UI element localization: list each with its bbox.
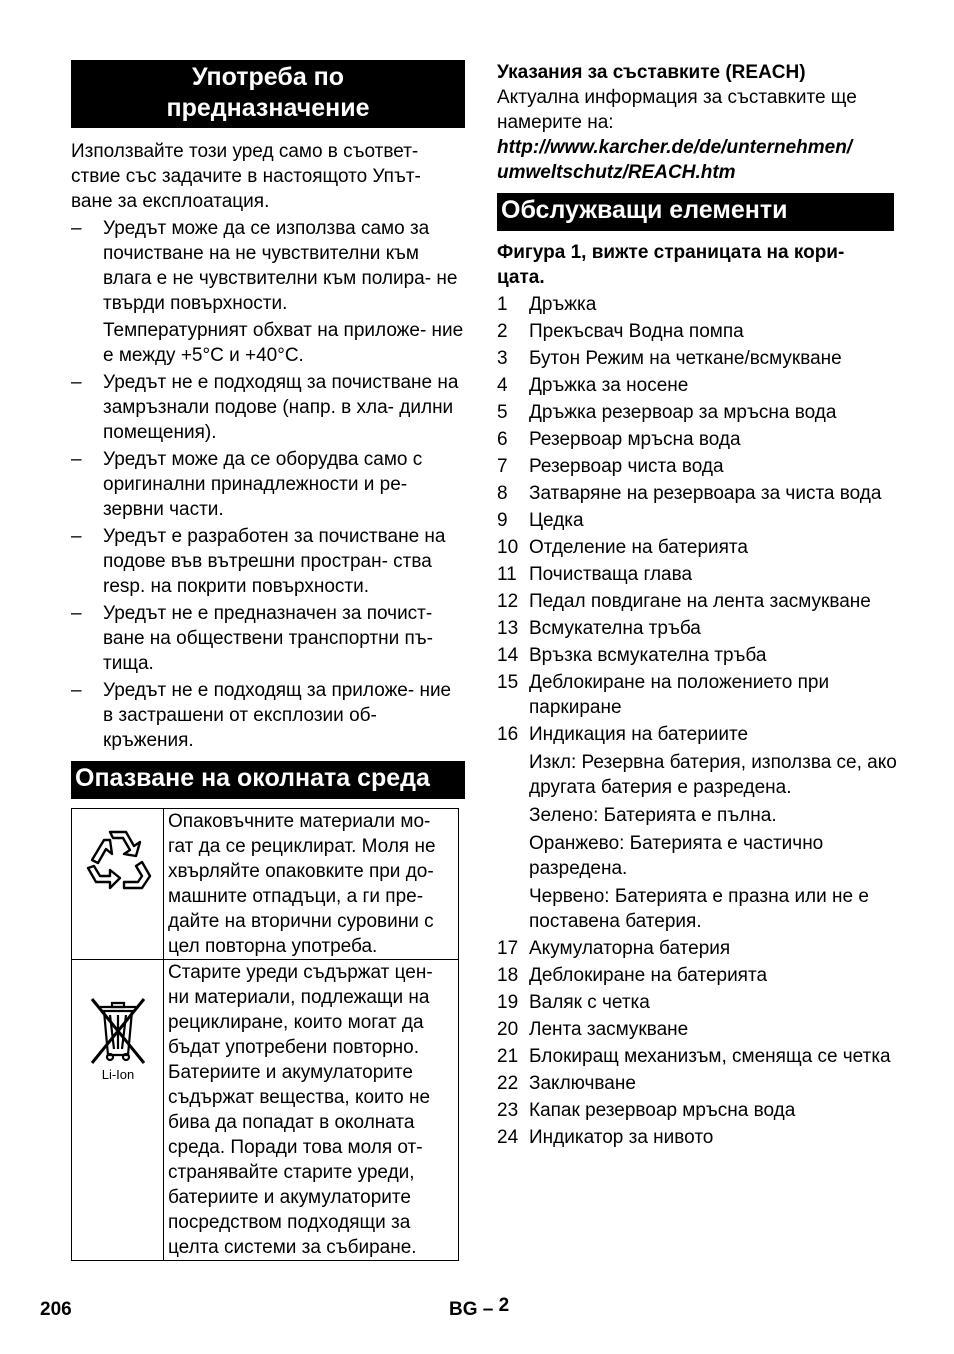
recycling-icon <box>80 822 156 902</box>
list-item-text: Уредът е разработен за почистване на подове във вътрешни простран- ства resp. на покрити повърхности. <box>103 526 446 597</box>
item-number: 19 <box>497 992 519 1013</box>
item-number: 5 <box>497 402 508 423</box>
controls-list-item <box>497 454 897 479</box>
item-number: 17 <box>497 938 519 959</box>
item-number: 4 <box>497 375 508 396</box>
item-number: 3 <box>497 348 508 369</box>
crossed-bin-icon <box>80 993 156 1083</box>
list-item <box>71 678 465 753</box>
right-column <box>497 60 897 1150</box>
item-number: 21 <box>497 1046 519 1067</box>
item-label: Връзка всмукателна тръба <box>529 645 767 666</box>
item-label: Резервоар чиста вода <box>529 456 724 477</box>
page-number: 206 <box>40 1299 72 1320</box>
controls-list-item <box>497 1071 897 1096</box>
controls-list-item <box>497 427 897 452</box>
controls-list-item <box>497 400 897 425</box>
item-sub-note: Зелено: Батерията е пълна. <box>529 805 777 826</box>
list-item-text: Уредът може да се оборудва само с оригинални принадлежности и ре- зервни части. <box>103 449 423 520</box>
item-sub-note: Изкл: Резервна батерия, използва се, ако другата батерия е разредена. <box>529 752 897 798</box>
item-label: Лента засмукване <box>529 1019 689 1040</box>
item-label: Прекъсвач Водна помпа <box>529 321 744 342</box>
item-number: 8 <box>497 483 508 504</box>
item-number: 6 <box>497 429 508 450</box>
item-label: Всмукателна тръба <box>529 618 701 639</box>
item-label: Блокиращ механизъм, сменяща се четка <box>529 1046 891 1067</box>
item-label: Цедка <box>529 510 584 531</box>
item-number: 10 <box>497 537 519 558</box>
table-row <box>72 809 459 960</box>
list-dash: – <box>71 449 82 470</box>
item-number: 23 <box>497 1100 519 1121</box>
reach-text: Актуална информация за съставките ще намерите на: <box>497 87 857 133</box>
list-item-extra: Температурният обхват на приложе- ние е между +5°C и +40°C. <box>103 320 464 366</box>
controls-list-item <box>497 346 897 371</box>
controls-list-item <box>497 936 897 961</box>
item-label: Педал повдигане на лента засмукване <box>529 591 871 612</box>
intended-use-heading-line2: предназначение <box>166 94 370 122</box>
controls-list-item <box>497 292 897 317</box>
item-label: Бутон Режим на четкане/всмукване <box>529 348 842 369</box>
figure-reference: Фигура 1, вижте страницата на кори- цата. <box>497 242 845 288</box>
list-item <box>71 447 465 522</box>
item-number: 24 <box>497 1127 519 1148</box>
section-marker <box>449 1297 509 1322</box>
item-label: Индикатор за нивото <box>529 1127 714 1148</box>
list-item-text: Уредът не е предназначен за почист- ване на обществени транспортни пъ- тища. <box>103 603 434 674</box>
left-column <box>71 60 465 1261</box>
item-number: 1 <box>497 294 508 315</box>
controls-list <box>497 292 897 1150</box>
item-label: Затваряне на резервоара за чиста вода <box>529 483 882 504</box>
list-dash: – <box>71 680 82 701</box>
item-label: Почистваща глава <box>529 564 693 585</box>
controls-list-item <box>497 508 897 533</box>
item-number: 14 <box>497 645 519 666</box>
item-number: 11 <box>497 564 517 585</box>
item-number: 9 <box>497 510 508 531</box>
item-label: Отделение на батерията <box>529 537 748 558</box>
item-number: 15 <box>497 672 519 693</box>
environment-table <box>71 808 459 1261</box>
item-label: Резервоар мръсна вода <box>529 429 741 450</box>
controls-list-item <box>497 643 897 668</box>
controls-list-item <box>497 589 897 614</box>
list-dash: – <box>71 372 82 393</box>
reach-link[interactable]: http://www.karcher.de/de/unternehmen/ umweltschutz/REACH.htm <box>497 137 853 183</box>
intended-use-heading <box>71 60 465 128</box>
recycling-text: Опаковъчните материали мо- гат да се рециклират. Моля не хвърляйте опаковките при до- машните отпадъци, а ги пре- дайте на вторични суровини с цел повторна употреба. <box>164 809 459 960</box>
item-label: Дръжка резервоар за мръсна вода <box>529 402 837 423</box>
item-number: 2 <box>497 321 508 342</box>
intended-use-intro: Използвайте този уред само в съответ- ствие със задачите в настоящото Упът- ване за експлоатация. <box>71 141 421 212</box>
controls-heading: Обслужващи елементи <box>497 193 894 231</box>
section-number: 2 <box>498 1295 510 1316</box>
item-sub-note: Червено: Батерията е празна или не е поставена батерия. <box>529 886 869 932</box>
item-label: Дръжка <box>529 294 597 315</box>
old-devices-text: Старите уреди съдържат цен- ни материали, подлежащи на рециклиране, които могат да бъдат употребени повторно. Батериите и акумулаторите съдържат вещества, които не бива да попадат в околната среда. Поради това моля от- странявайте старите уреди, батериите и акумулаторите посредством подходящи за целта системи за събиране. <box>164 960 459 1261</box>
item-number: 12 <box>497 591 519 612</box>
controls-list-item <box>497 1017 897 1042</box>
intended-use-list <box>71 216 465 753</box>
intended-use-heading-line1: Употреба по <box>191 63 345 91</box>
item-label: Деблокиране на батерията <box>529 965 768 986</box>
reach-heading: Указания за съставките (REACH) <box>497 62 806 83</box>
li-ion-label: Li-Ion <box>101 1067 134 1082</box>
item-number: 22 <box>497 1073 519 1094</box>
controls-list-item <box>497 535 897 560</box>
controls-list-item <box>497 990 897 1015</box>
controls-list-item <box>497 616 897 641</box>
controls-list-item <box>497 722 897 934</box>
controls-list-item <box>497 481 897 506</box>
item-label: Индикация на батериите <box>529 724 749 745</box>
item-sub-note: Оранжево: Батерията е частично разредена. <box>529 833 824 879</box>
item-number: 20 <box>497 1019 519 1040</box>
list-item <box>71 370 465 445</box>
controls-list-item <box>497 1125 897 1150</box>
list-item-text: Уредът не е подходящ за приложе- ние в застрашени от експлозии об- кръжения. <box>103 680 452 751</box>
controls-list-item <box>497 670 897 720</box>
recycling-icon-cell <box>72 809 164 960</box>
list-dash: – <box>71 603 82 624</box>
list-dash: – <box>71 218 82 239</box>
item-number: 7 <box>497 456 508 477</box>
list-item <box>71 216 465 368</box>
item-number: 16 <box>497 724 519 745</box>
controls-list-item <box>497 1098 897 1123</box>
item-label: Валяк с четка <box>529 992 650 1013</box>
item-number: 13 <box>497 618 519 639</box>
item-label: Заключване <box>529 1073 636 1094</box>
list-item <box>71 601 465 676</box>
controls-list-item <box>497 319 897 344</box>
controls-list-item <box>497 562 897 587</box>
item-label: Дръжка за носене <box>529 375 689 396</box>
table-row <box>72 960 459 1261</box>
item-label: Деблокиране на положението при паркиране <box>529 672 830 718</box>
list-item-text: Уредът не е подходящ за почистване на замръзнали подове (напр. в хла- дилни помещения). <box>103 372 459 443</box>
list-item-text: Уредът може да се използва само за почистване на не чувствителни към влага е не чувствителни към полира- не твърди повърхности. <box>103 218 458 314</box>
item-label: Капак резервоар мръсна вода <box>529 1100 796 1121</box>
section-dash: – <box>482 1299 494 1320</box>
controls-list-item <box>497 1044 897 1069</box>
crossed-bin-icon-cell <box>72 960 164 1261</box>
item-label: Акумулаторна батерия <box>529 938 731 959</box>
controls-list-item <box>497 373 897 398</box>
environment-heading: Опазване на околната среда <box>71 761 465 799</box>
list-dash: – <box>71 526 82 547</box>
controls-list-item <box>497 963 897 988</box>
list-item <box>71 524 465 599</box>
item-number: 18 <box>497 965 519 986</box>
language-code: BG <box>449 1299 478 1320</box>
